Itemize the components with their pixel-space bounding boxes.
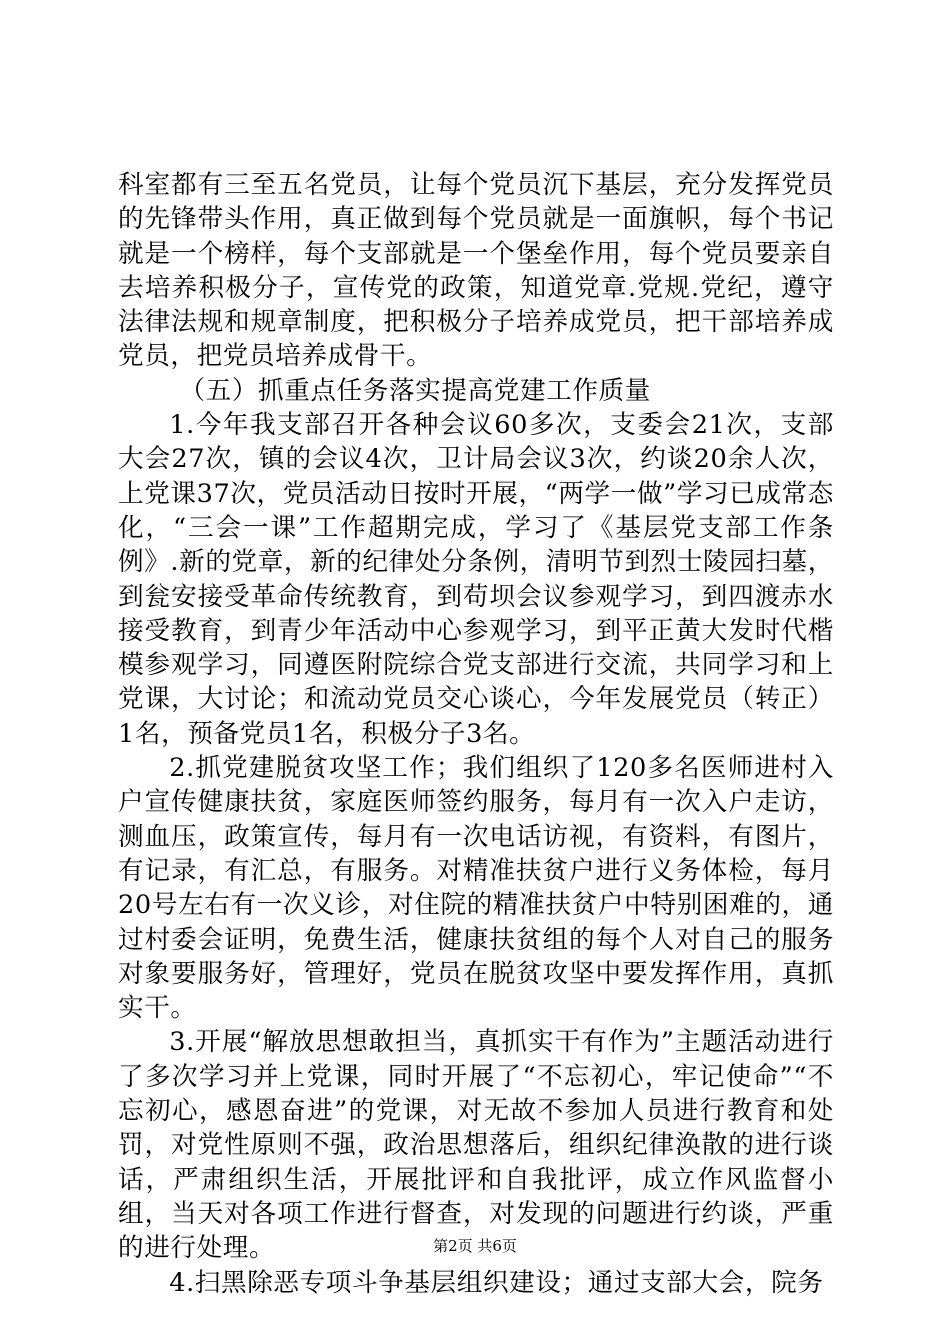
paragraph-continuation: 科室都有三至五名党员，让每个党员沉下基层，充分发挥党员的先锋带头作用，真正做到每个党员就是一面旗帜，每个书记就是一个榜样，每个支部就是一个堡垒作用，每个党员要亲自去培养积极分子，宣传党的政策，知道党章.党规.党纪，遵守法律法规和规章制度，把积极分子培养成党员，把干部培养成党员，把党员培养成骨干。	[118, 170, 834, 372]
paragraph-item-1: 1.今年我支部召开各种会议60多次，支委会21次，支部大会27次，镇的会议4次，卫计局会议3次，约谈20余人次，上党课37次，党员活动日按时开展，“两学一做”学习已成常态化，“三会一课”工作超期完成，学习了《基层党支部工作条例》.新的党章，新的纪律处分条例，清明节到烈士陵园扫墓，到瓮安接受革命传统教育，到苟坝会议参观学习，到四渡赤水接受教育，到青少年活动中心参观学习，到平正黄大发时代楷模参观学习，同遵医附院综合党支部进行交流，共同学习和上党课，大讨论；和流动党员交心谈心，今年发展党员（转正）1名，预备党员1名，积极分子3名。	[118, 410, 834, 749]
section-heading: （五）抓重点任务落实提高党建工作质量	[179, 375, 651, 406]
paragraph-item-2: 2.抓党建脱贫攻坚工作；我们组织了120多名医师进村入户宣传健康扶贫，家庭医师签约服务，每月有一次入户走访，测血压，政策宣传，每月有一次电话访视，有资料，有图片，有记录，有汇总，有服务。对精准扶贫户进行义务体检，每月20号左右有一次义诊，对住院的精准扶贫户中特别困难的，通过村委会证明，免费生活，健康扶贫组的每个人对自己的服务对象要服务好，管理好，党员在脱贫攻坚中要发挥作用，真抓实干。	[118, 753, 834, 1024]
paragraph-item-4: 4.扫黑除恶专项斗争基层组织建设；通过支部大会，院务	[169, 1267, 824, 1298]
document-body	[118, 168, 834, 1300]
page-footer: 第2页 共6页	[433, 1237, 517, 1255]
paragraph-item-3: 3.开展“解放思想敢担当，真抓实干有作为”主题活动进行了多次学习并上党课，同时开展了“不忘初心，牢记使命”“不忘初心，感恩奋进”的党课，对无故不参加人员进行教育和处罚，对党性原则不强，政治思想落后，组织纪律涣散的进行谈话，严肃组织生活，开展批评和自我批评，成立作风监督小组，当天对各项工作进行督查，对发现的问题进行约谈，严重的进行处理。	[118, 1027, 834, 1264]
